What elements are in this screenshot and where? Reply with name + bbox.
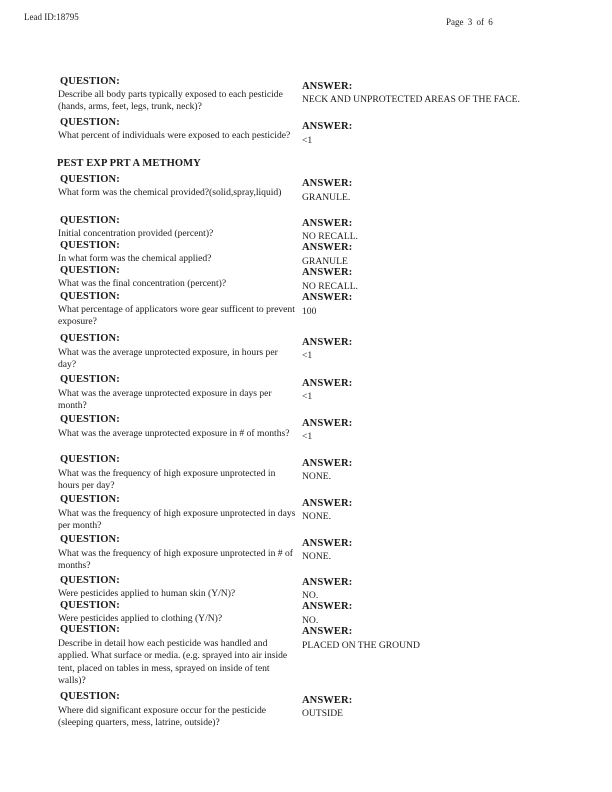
question-label: QUESTION: [60,691,120,702]
question-text: What was the frequency of high exposure unprotected in hours per day? [58,468,276,492]
question-label: QUESTION: [60,494,120,505]
question-label: QUESTION: [60,76,120,87]
answer-text: <1 [302,431,313,442]
answer-label: ANSWER: [302,418,353,429]
question-label: QUESTION: [60,240,120,251]
answer-label: ANSWER: [302,267,353,278]
answer-text: NO RECALL. [302,231,358,242]
answer-label: ANSWER: [302,378,353,389]
answer-text: NONE. [302,551,332,562]
lead-id: Lead ID:18795 [24,12,79,22]
answer-label: ANSWER: [302,577,353,588]
question-text: What percent of individuals were exposed to each pesticide? [58,130,291,141]
answer-text: NONE. [302,511,332,522]
question-label: QUESTION: [60,534,120,545]
question-text: What was the final concentration (percent)? [58,278,227,289]
answer-text: NO. [302,615,319,626]
answer-text: <1 [302,391,313,402]
question-text: Were pesticides applied to human skin (Y/N)? [58,588,236,599]
question-text: Were pesticides applied to clothing (Y/N)? [58,613,223,624]
answer-text: 100 [302,306,317,317]
question-text: What was the frequency of high exposure unprotected in days per month? [58,508,296,532]
answer-label: ANSWER: [302,218,353,229]
question-text: Describe in detail how each pesticide was handled and applied. What surface or media. (e.g. sprayed into air inside tent, placed on tables in mess, sprayed on inside of tent walls)? [58,638,288,686]
question-text: In what form was the chemical applied? [58,253,212,264]
answer-text: GRANULE [302,256,348,267]
answer-label: ANSWER: [302,695,353,706]
page-number: Page 3 of 6 [446,17,493,27]
question-label: QUESTION: [60,265,120,276]
answer-label: ANSWER: [302,81,353,92]
answer-label: ANSWER: [302,626,353,637]
question-label: QUESTION: [60,624,120,635]
question-text: What form was the chemical provided?(solid,spray,liquid) [58,187,282,198]
question-label: QUESTION: [60,374,120,385]
question-label: QUESTION: [60,174,120,185]
question-text: What was the average unprotected exposure in days per month? [58,388,272,412]
question-label: QUESTION: [60,575,120,586]
answer-text: NO RECALL. [302,281,358,292]
question-text: Where did significant exposure occur for the pesticide (sleeping quarters, mess, latrine, outside)? [58,705,267,729]
answer-text: NONE. [302,471,332,482]
answer-text: OUTSIDE [302,708,344,719]
question-label: QUESTION: [60,215,120,226]
answer-label: ANSWER: [302,337,353,348]
answer-label: ANSWER: [302,601,353,612]
answer-label: ANSWER: [302,292,353,303]
answer-label: ANSWER: [302,242,353,253]
question-text: Describe all body parts typically exposed to each pesticide (hands, arms, feet, legs, trunk, neck)? [58,89,283,113]
question-text: What was the frequency of high exposure unprotected in # of months? [58,548,293,572]
answer-text: PLACED ON THE GROUND [302,640,420,651]
answer-label: ANSWER: [302,538,353,549]
question-label: QUESTION: [60,333,120,344]
answer-text: NO. [302,590,319,601]
section-title: PEST EXP PRT A METHOMY [57,158,201,169]
question-text: What was the average unprotected exposure, in hours per day? [58,347,278,371]
answer-label: ANSWER: [302,121,353,132]
question-label: QUESTION: [60,117,120,128]
answer-label: ANSWER: [302,498,353,509]
answer-text: GRANULE. [302,192,351,203]
question-label: QUESTION: [60,454,120,465]
answer-label: ANSWER: [302,458,353,469]
question-text: Initial concentration provided (percent)? [58,228,214,239]
answer-text: <1 [302,135,313,146]
question-label: QUESTION: [60,600,120,611]
answer-text: <1 [302,350,313,361]
question-label: QUESTION: [60,414,120,425]
answer-label: ANSWER: [302,178,353,189]
answer-text: NECK AND UNPROTECTED AREAS OF THE FACE. [302,94,520,105]
question-text: What percentage of applicators wore gear sufficent to prevent exposure? [58,304,295,328]
question-text: What was the average unprotected exposure in # of months? [58,428,290,439]
question-label: QUESTION: [60,291,120,302]
